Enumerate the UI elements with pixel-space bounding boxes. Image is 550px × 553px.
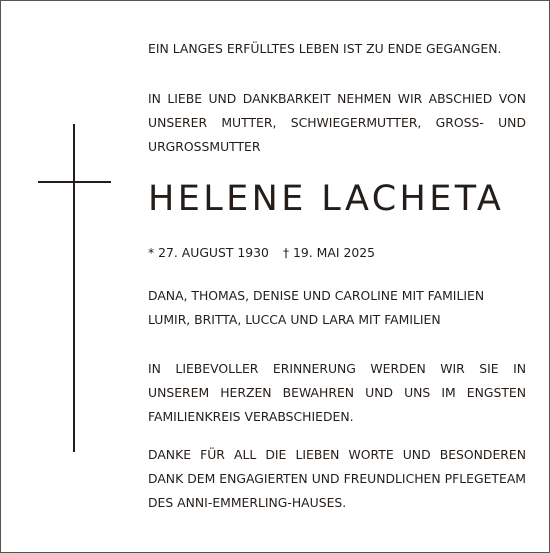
- farewell-text: IN LIEBE UND DANKBARKEIT NEHMEN WIR ABSCHIED VON UNSERER MUTTER, SCHWIEGERMUTTER, GROSS- UND URGROSSMUTTER: [148, 91, 526, 154]
- birth-date: * 27. AUGUST 1930: [148, 245, 269, 260]
- intro-text: EIN LANGES ERFÜLLTES LEBEN IST ZU ENDE GEGANGEN.: [148, 41, 502, 56]
- death-date: † 19. MAI 2025: [282, 245, 375, 260]
- family-list: [148, 284, 526, 332]
- cross-icon-horizontal-bar: [38, 181, 111, 183]
- life-dates: [148, 241, 526, 265]
- family-line: DANA, THOMAS, DENISE UND CAROLINE MIT FAMILIEN: [148, 288, 485, 303]
- thanks-text: DANKE FÜR ALL DIE LIEBEN WORTE UND BESONDEREN DANK DEM ENGAGIERTEN UND FREUNDLICHEN PFLEGETEAM DES ANNI-EMMERLING-HAUSES.: [148, 447, 526, 510]
- deceased-name: HELENE LACHETA: [148, 179, 505, 219]
- memory-text: IN LIEBEVOLLER ERINNERUNG WERDEN WIR SIE IN UNSEREM HERZEN BEWAHREN UND UNS IM ENGSTEN FAMILIENKREIS VERABSCHIEDEN.: [148, 361, 526, 424]
- cross-icon-vertical-bar: [73, 124, 75, 452]
- family-line: LUMIR, BRITTA, LUCCA UND LARA MIT FAMILIEN: [148, 312, 441, 327]
